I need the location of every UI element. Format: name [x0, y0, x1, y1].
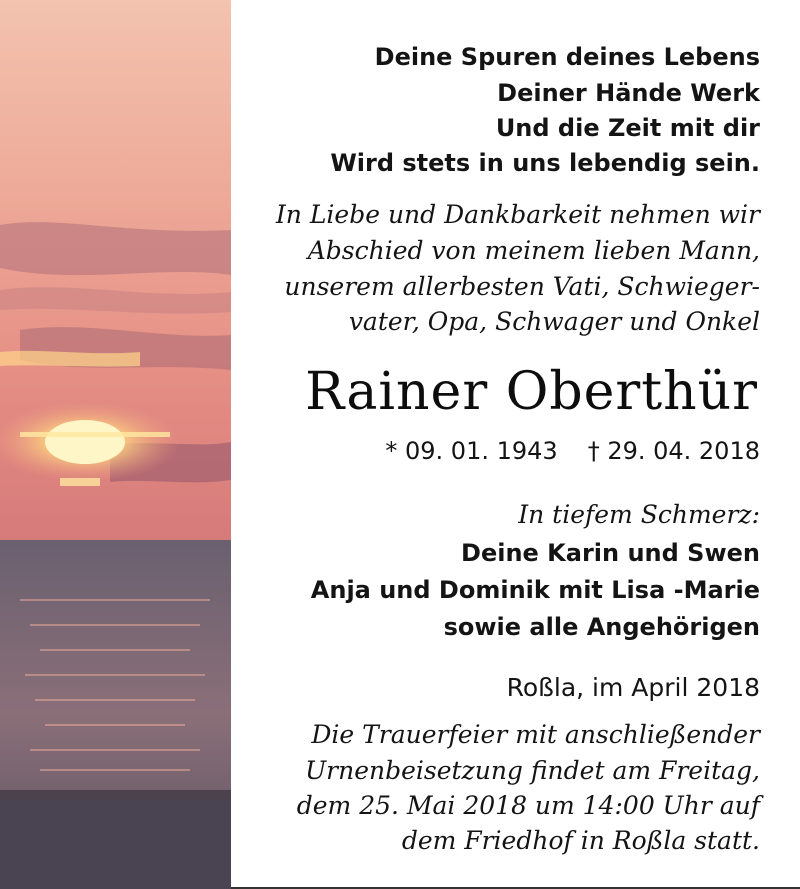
poem-line: Und die Zeit mit dir — [495, 114, 760, 142]
poem-line: Deine Spuren deines Lebens — [374, 43, 760, 71]
death-date: † 29. 04. 2018 — [587, 437, 760, 465]
intro-line: vater, Opa, Schwager und Onkel — [348, 307, 760, 336]
poem-line: Wird stets in uns lebendig sein. — [330, 149, 760, 177]
birth-date: * 09. 01. 1943 — [385, 437, 558, 465]
intro-line: unserem allerbesten Vati, Schwieger- — [284, 272, 760, 301]
mourner-line: Deine Karin und Swen — [461, 539, 760, 567]
life-dates — [385, 436, 760, 466]
deceased-name: Rainer Oberthür — [305, 362, 758, 422]
sunset-photo — [0, 0, 231, 889]
intro-line: Abschied von meinem lieben Mann, — [307, 236, 760, 265]
intro-line: In Liebe und Dankbarkeit nehmen wir — [275, 200, 760, 229]
funeral-line: Die Trauerfeier mit anschließender — [311, 720, 760, 749]
funeral-line: dem 25. Mai 2018 um 14:00 Uhr auf — [296, 791, 760, 820]
obituary-text — [231, 0, 800, 889]
poem-line: Deiner Hände Werk — [497, 79, 760, 107]
mourner-line: Anja und Dominik mit Lisa -Marie — [310, 576, 760, 604]
place-date: Roßla, im April 2018 — [506, 673, 760, 702]
mourners-heading: In tiefem Schmerz: — [518, 500, 760, 529]
funeral-line: Urnenbeisetzung findet am Freitag, — [305, 756, 760, 785]
funeral-line: dem Friedhof in Roßla statt. — [401, 826, 760, 855]
mourner-line: sowie alle Angehörigen — [443, 613, 760, 641]
